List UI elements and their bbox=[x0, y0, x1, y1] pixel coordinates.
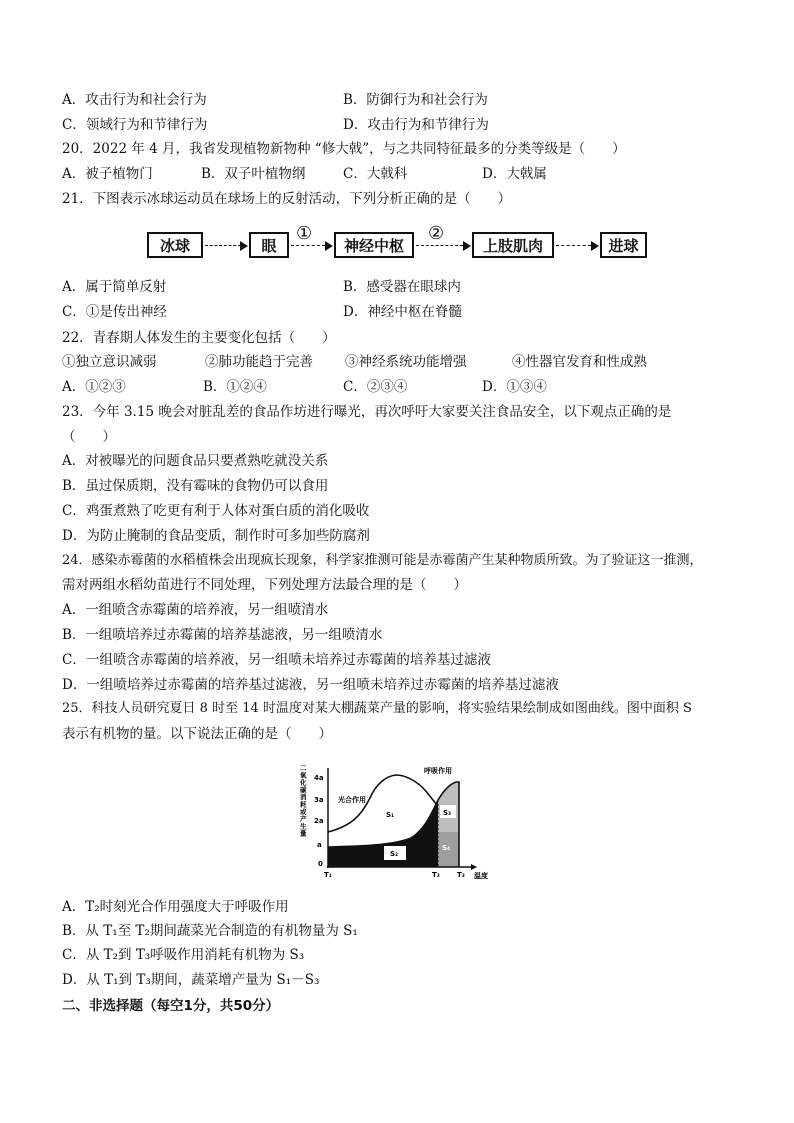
q23-stem-line2: （ ） bbox=[62, 429, 116, 445]
q19-option-c: C．领域行为和节律行为 bbox=[62, 117, 208, 133]
label-s1: S₁ bbox=[386, 811, 395, 819]
flow-mark-2: ② bbox=[428, 223, 445, 244]
q20-option-a: A．被子植物门 bbox=[62, 166, 153, 182]
q19-option-d: D．攻击行为和节律行为 bbox=[343, 117, 489, 133]
q24-option-c: C．一组喷含赤霉菌的培养液，另一组喷未培养过赤霉菌的培养基过滤液 bbox=[62, 652, 491, 668]
q25-option-a: A．T₂时刻光合作用强度大于呼吸作用 bbox=[62, 899, 289, 915]
ytick-0: 0 bbox=[318, 860, 323, 868]
ytick-2a: 2a bbox=[314, 817, 324, 825]
q24-option-b: B．一组喷培养过赤霉菌的培养基滤液，另一组喷清水 bbox=[62, 627, 383, 643]
q22-option-c: C．②③④ bbox=[343, 379, 408, 395]
q23-option-b: B．虽过保质期，没有霉味的食物仍可以食用 bbox=[62, 478, 329, 494]
q20-option-b: B．双子叶植物纲 bbox=[201, 166, 306, 182]
flow-box-eye: 眼 bbox=[249, 232, 289, 258]
figure-xlabel: 温度 bbox=[474, 872, 488, 880]
label-s3: S₃ bbox=[443, 809, 452, 817]
xtick-t3: T₃ bbox=[457, 871, 465, 879]
q24-option-d: D．一组喷培养过赤霉菌的培养基过滤液，另一组喷未培养过赤霉菌的培养基过滤液 bbox=[62, 677, 559, 693]
q25-figure bbox=[296, 760, 506, 882]
q25-stem-line2: 表示有机物的量。以下说法正确的是（ ） bbox=[62, 726, 332, 742]
xtick-t1: T₁ bbox=[324, 871, 332, 879]
label-s2: S₂ bbox=[390, 850, 399, 858]
q20-option-d: D．大戟属 bbox=[482, 166, 547, 182]
flow-mark-1: ① bbox=[296, 223, 313, 244]
flow-box-ice-hockey: 冰球 bbox=[147, 232, 203, 258]
q24-stem-line1: 24．感染赤霉菌的水稻植株会出现疯长现象，科学家推测可能是赤霉菌产生某种物质所致。为了验证这一推测， bbox=[62, 553, 703, 568]
q25-option-c: C．从 T₂到 T₃呼吸作用消耗有机物为 S₃ bbox=[62, 947, 305, 963]
xtick-t2: T₂ bbox=[432, 871, 440, 879]
flow-box-arm-muscle: 上肢肌肉 bbox=[472, 232, 554, 258]
q20-stem: 20．2022 年 4 月，我省发现植物新物种 “修大戟”，与之共同特征最多的分类等级是（ ） bbox=[62, 141, 626, 157]
q21-option-d: D．神经中枢在脊髓 bbox=[343, 304, 462, 320]
q22-stem: 22．青春期人体发生的主要变化包括（ ） bbox=[62, 330, 336, 346]
figure-ylabel: 二氧化碳消耗或产生量 bbox=[300, 764, 307, 838]
flow-arrow-3 bbox=[416, 245, 463, 246]
region-s2 bbox=[328, 800, 438, 867]
flow-arrowhead-2 bbox=[325, 241, 333, 251]
q23-option-d: D．为防止腌制的食品变质，制作时可多加些防腐剂 bbox=[62, 528, 370, 544]
q25-stem-line1: 25．科技人员研究夏日 8 时至 14 时温度对某大棚蔬菜产量的影响，将实验结果绘制成如图曲线。图中面积 S bbox=[62, 701, 692, 716]
q22-option-d: D．①③④ bbox=[482, 379, 547, 395]
flow-box-goal: 进球 bbox=[600, 232, 647, 258]
q24-option-a: A．一组喷含赤霉菌的培养液，另一组喷清水 bbox=[62, 602, 329, 618]
x-axis-arrow bbox=[471, 864, 477, 870]
flow-arrow-1 bbox=[205, 245, 241, 246]
label-respiration: 呼吸作用 bbox=[424, 767, 452, 775]
label-s4: S₄ bbox=[442, 844, 451, 852]
q20-option-c: C．大戟科 bbox=[343, 166, 408, 182]
ytick-4a: 4a bbox=[314, 774, 324, 782]
q22-item-4: ④性器官发育和性成熟 bbox=[512, 354, 647, 370]
flow-box-nerve-center: 神经中枢 bbox=[334, 232, 414, 258]
flow-arrowhead-1 bbox=[240, 241, 248, 251]
q22-item-2: ②肺功能趋于完善 bbox=[205, 354, 313, 370]
q22-option-b: B．①②④ bbox=[203, 379, 267, 395]
q19-option-a: A．攻击行为和社会行为 bbox=[62, 92, 207, 108]
q23-option-c: C．鸡蛋煮熟了吃更有利于人体对蛋白质的消化吸收 bbox=[62, 503, 370, 519]
q21-option-c: C．①是传出神经 bbox=[62, 304, 167, 320]
flow-arrowhead-3 bbox=[463, 241, 471, 251]
q21-stem: 21．下图表示冰球运动员在球场上的反射活动，下列分析正确的是（ ） bbox=[62, 191, 512, 207]
q24-stem-line2: 需对两组水稻幼苗进行不同处理，下列处理方法最合理的是（ ） bbox=[62, 577, 467, 593]
q25-option-d: D．从 T₁到 T₃期间，蔬菜增产量为 S₁－S₃ bbox=[62, 972, 320, 988]
q23-option-a: A．对被曝光的问题食品只要煮熟吃就没关系 bbox=[62, 453, 329, 469]
q19-option-b: B．防御行为和社会行为 bbox=[343, 92, 488, 108]
q23-stem-line1: 23．今年 3.15 晚会对脏乱差的食品作坊进行曝光，再次呼吁大家要关注食品安全，以下观点正确的是 bbox=[62, 404, 672, 420]
ytick-a: a bbox=[317, 841, 322, 849]
q25-option-b: B．从 T₁至 T₂期间蔬菜光合制造的有机物量为 S₁ bbox=[62, 923, 358, 939]
q22-item-3: ③神经系统功能增强 bbox=[345, 354, 467, 370]
q22-item-1: ①独立意识减弱 bbox=[62, 354, 157, 370]
ytick-3a: 3a bbox=[314, 796, 324, 804]
section-2-heading: 二、非选择题（每空1分，共50分） bbox=[62, 998, 280, 1014]
q22-option-a: A．①②③ bbox=[62, 379, 126, 395]
flow-arrow-4 bbox=[556, 245, 591, 246]
q21-option-b: B．感受器在眼球内 bbox=[343, 279, 461, 295]
label-photosynthesis: 光合作用 bbox=[338, 796, 366, 804]
q21-option-a: A．属于简单反射 bbox=[62, 279, 167, 295]
flow-arrow-2 bbox=[291, 245, 325, 246]
flow-arrowhead-4 bbox=[591, 241, 599, 251]
